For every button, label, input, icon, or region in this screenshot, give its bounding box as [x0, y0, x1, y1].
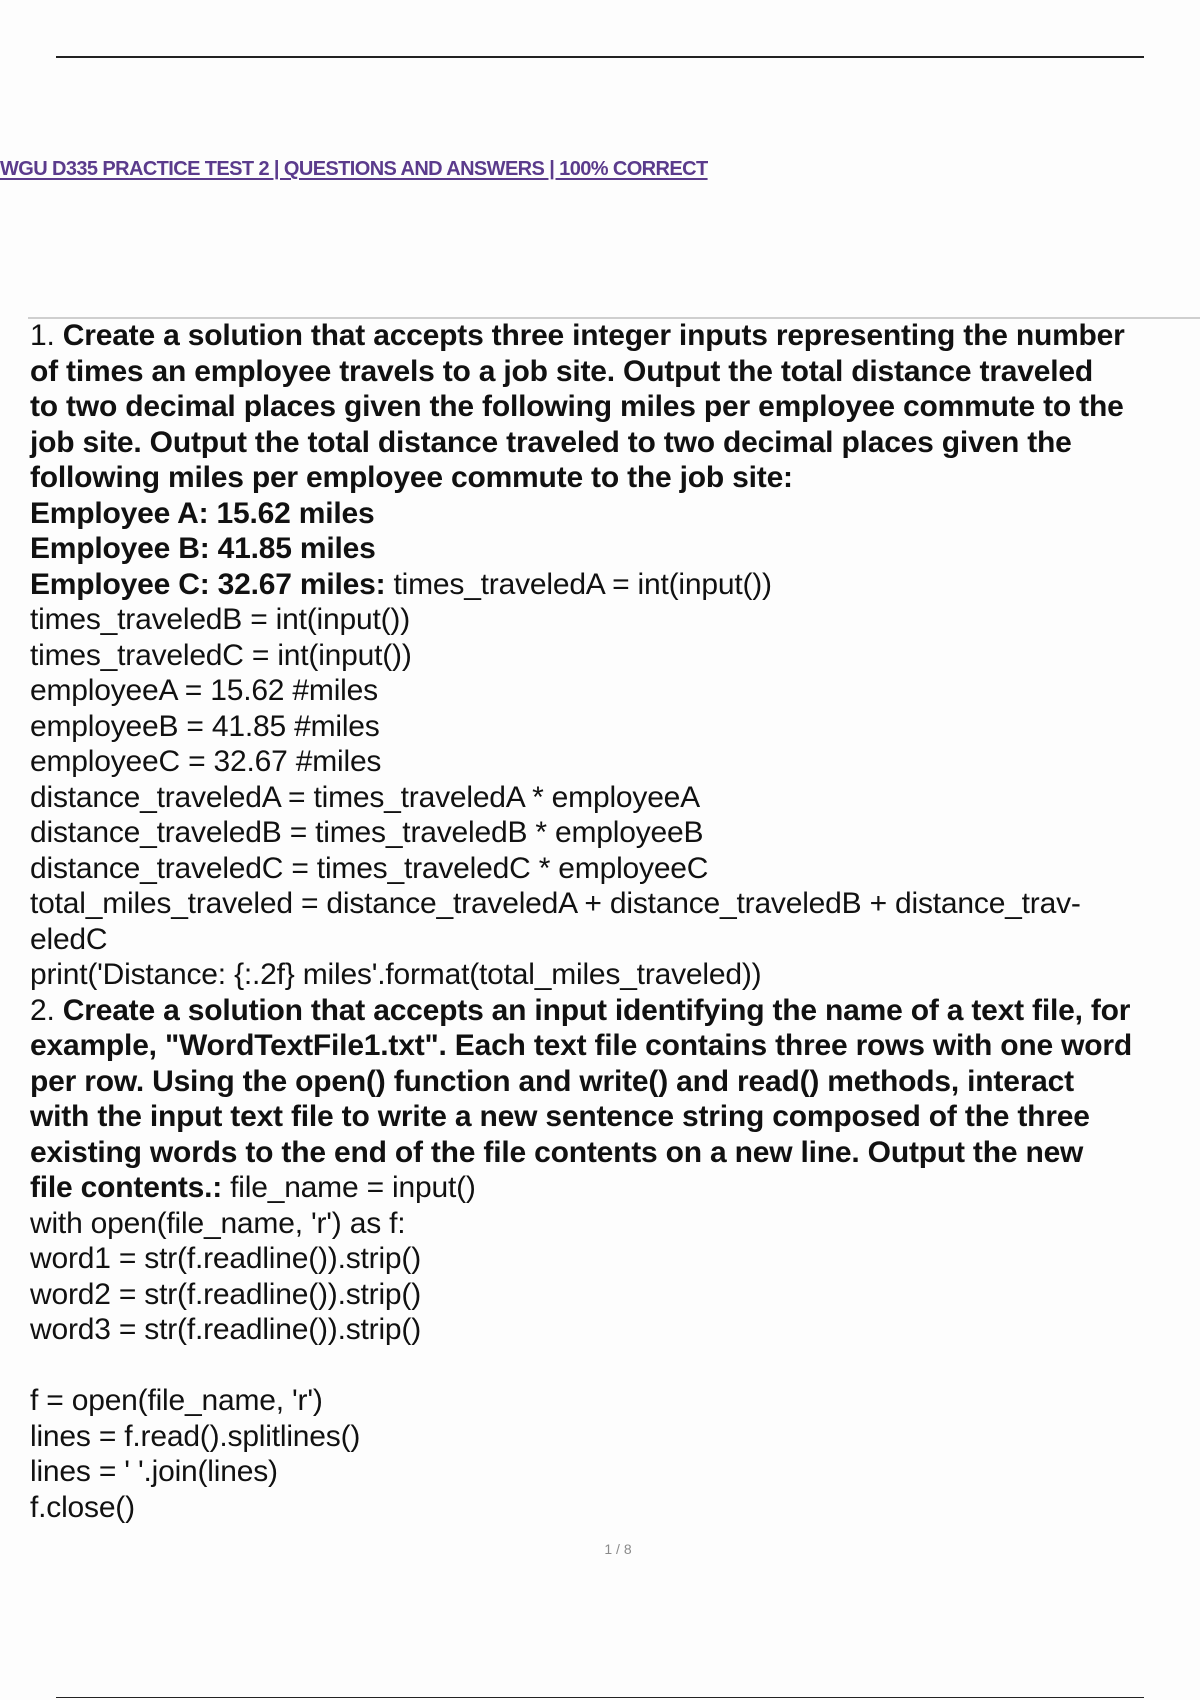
question-text: file contents.:: [30, 1171, 223, 1204]
code-line: f.close(): [30, 1490, 135, 1524]
code-line: word2 = str(f.readline()).strip(): [30, 1277, 421, 1311]
question-text: Create a solution that accepts an input identifying the name of a text file, for: [62, 993, 1131, 1027]
question-text: Create a solution that accepts three integer inputs representing the number: [62, 319, 1125, 352]
question-line: existing words to the end of the file contents on a new line. Output the new: [30, 1135, 1084, 1169]
code-line: distance_traveledC = times_traveledC * employeeC: [30, 851, 709, 885]
question-line: example, "WordTextFile1.txt". Each text file contains three rows with one word: [30, 1029, 1132, 1062]
question-line: Employee B: 41.85 miles: [30, 532, 376, 565]
question-line: following miles per employee commute to the job site:: [30, 461, 793, 494]
answer-code: file_name = input(): [230, 1171, 476, 1204]
code-line: word3 = str(f.readline()).strip(): [30, 1313, 421, 1346]
code-line: employeeA = 15.62 #miles: [30, 674, 378, 707]
question-number: 2.: [30, 993, 55, 1027]
code-line: lines = ' '.join(lines): [30, 1455, 278, 1488]
code-line: print('Distance: {:.2f} miles'.format(total_miles_traveled)): [30, 958, 762, 991]
question-line: [30, 1170, 1200, 1206]
question-number: 1.: [30, 319, 55, 352]
question-text: Employee C: 32.67 miles:: [30, 567, 386, 601]
question-line: to two decimal places given the following miles per employee commute to the: [30, 390, 1124, 423]
code-line: distance_traveledA = times_traveledA * employeeA: [30, 780, 700, 814]
document-body: [30, 318, 1200, 1525]
code-line: times_traveledC = int(input()): [30, 638, 412, 672]
question-line: per row. Using the open() function and write() and read() methods, interact: [30, 1064, 1074, 1098]
code-line: word1 = str(f.readline()).strip(): [30, 1242, 421, 1275]
top-rule: [56, 56, 1144, 58]
question-line: [30, 993, 1200, 1029]
code-line: employeeB = 41.85 #miles: [30, 709, 380, 743]
question-line: with the input text file to write a new sentence string composed of the three: [30, 1100, 1090, 1133]
question-1: [30, 318, 1200, 993]
code-line: lines = f.read().splitlines(): [30, 1419, 361, 1453]
answer-code: times_traveledA = int(input()): [393, 567, 772, 601]
question-line: of times an employee travels to a job site. Output the total distance traveled: [30, 354, 1093, 388]
question-line: [30, 318, 1200, 354]
code-line: total_miles_traveled = distance_traveledA + distance_traveledB + distance_trav-: [30, 887, 1081, 920]
question-2: [30, 993, 1200, 1526]
code-line: employeeC = 32.67 #miles: [30, 745, 382, 778]
blank-line: [30, 1348, 1200, 1384]
code-line: times_traveledB = int(input()): [30, 603, 410, 636]
code-line: eledC: [30, 922, 108, 956]
question-line: job site. Output the total distance traveled to two decimal places given the: [30, 425, 1072, 459]
code-line: with open(file_name, 'r') as f:: [30, 1206, 406, 1240]
page-number: 1 / 8: [604, 1541, 632, 1557]
bottom-rule: [56, 1697, 1144, 1698]
question-line: [30, 567, 1200, 603]
question-line: Employee A: 15.62 miles: [30, 496, 375, 530]
code-line: f = open(file_name, 'r'): [30, 1384, 323, 1417]
code-line: distance_traveledB = times_traveledB * employeeB: [30, 816, 704, 849]
document-title: WGU D335 PRACTICE TEST 2 | QUESTIONS AND ANSWERS | 100% CORRECT: [0, 158, 708, 180]
